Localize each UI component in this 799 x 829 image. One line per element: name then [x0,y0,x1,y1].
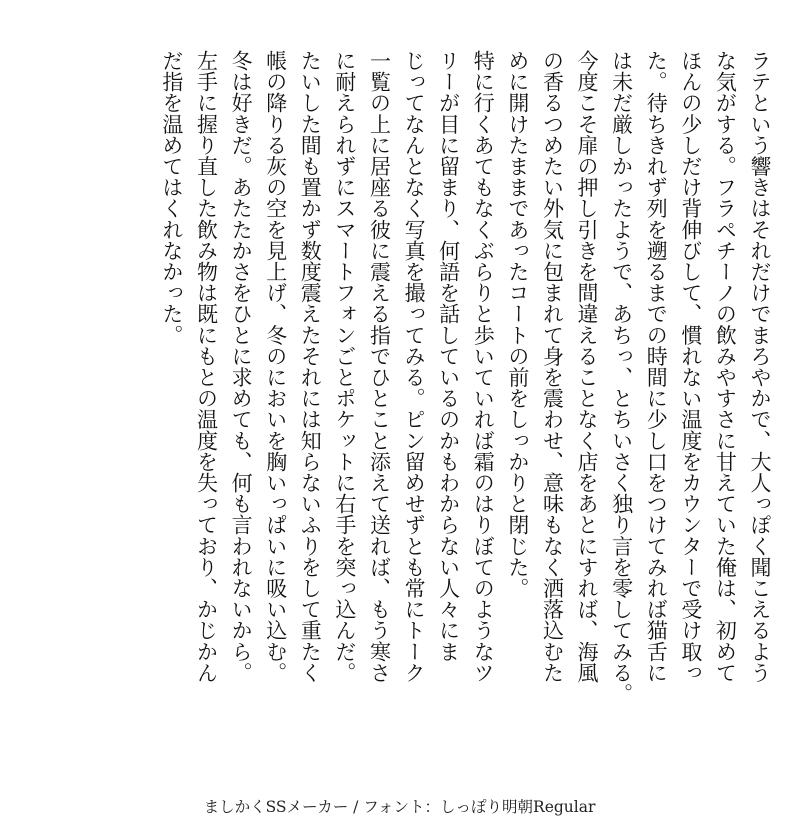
text-column: な気がする。フラペチーノの飲みやすさに甘えていた俺は、初めて [713,50,738,683]
text-column: た。待ちきれず列を遡るまでの時間に少し口をつけてみれば猫舌に [644,50,669,683]
text-column: めに開けたままであったコートの前をしっかりと閉じた。 [505,50,530,599]
text-column: リーが目に留まり、何語を話しているのかもわからない人々にま [436,50,461,662]
text-column: たいした間も置かず数度震えたそれには知らないふりをして重たく [298,50,323,683]
text-column: 左手に握り直した飲み物は既にもとの温度を失っており、かじかん [194,50,219,683]
text-column: の香るつめたい外気に包まれて身を震わせ、意味もなく洒落込むた [540,50,565,683]
text-column: 特に行くあてもなくぶらりと歩いていれば霜のはりぼてのようなツ [471,50,496,683]
text-column: 帳の降りる灰の空を見上げ、冬のにおいを胸いっぱいに吸い込む。 [263,50,288,683]
text-column: ほんの少しだけ背伸びして、慣れない温度をカウンターで受け取っ [678,50,703,683]
story-text [154,50,777,752]
text-column: に耐えられずにスマートフォンごとポケットに右手を突っ込んだ。 [332,50,357,683]
footer-credit: ましかくSSメーカー / フォント：しっぽり明朝Regular [203,798,596,816]
text-column: は未だ厳しかったようで、あちっ、とちいさく独り言を零してみる。 [609,50,634,705]
text-column: じってなんとなく写真を撮ってみる。ピン留めせずとも常にトーク [402,50,427,683]
text-column: 冬は好きだ。あたたかさをひとに求めても、何も言われないから。 [229,50,254,683]
text-column: ラテという響きはそれだけでまろやかで、大人っぽく聞こえるよう [748,50,772,683]
text-column: 今度こそ扉の押し引きを間違えることなく店をあとにすれば、海風 [575,50,600,683]
text-column: だ指を温めてはくれなかった。 [159,50,184,346]
text-column: 一覧の上に居座る彼に震える指でひとこと添えて送れば、もう寒さ [367,50,392,683]
